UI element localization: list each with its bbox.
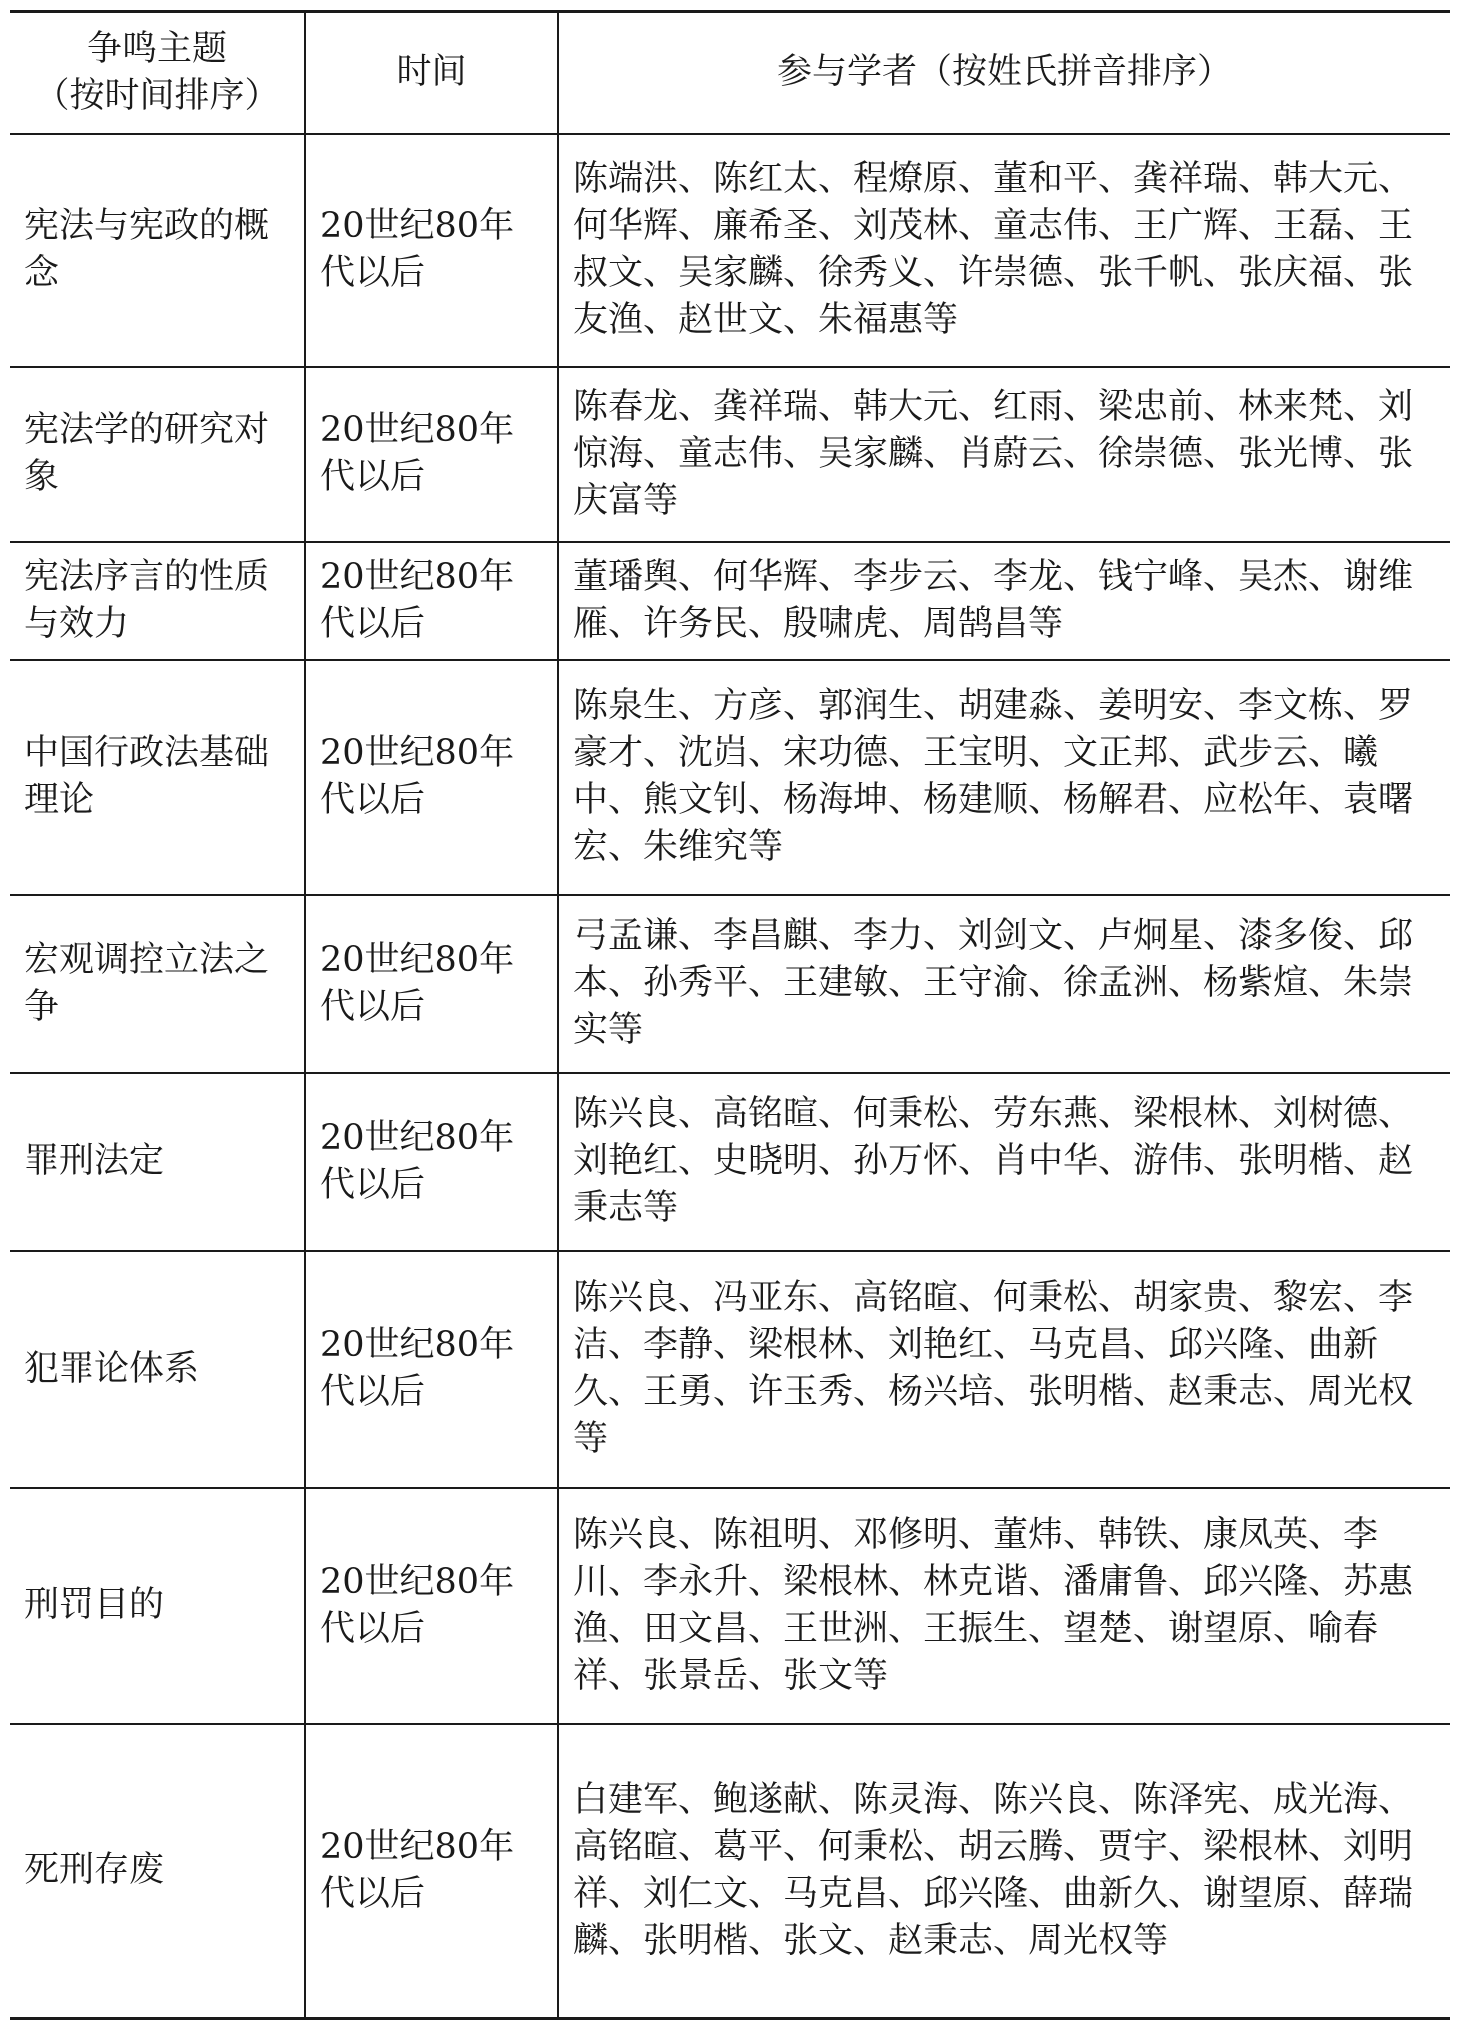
row-time: 20世纪80年代以后 [305,1073,558,1251]
row-time: 20世纪80年代以后 [305,895,558,1073]
row-topic: 宪法学的研究对象 [10,367,305,542]
table-row [10,895,1450,1073]
row-topic: 犯罪论体系 [10,1251,305,1488]
row-scholars: 白建军、鲍遂献、陈灵海、陈兴良、陈泽宪、成光海、高铭暄、葛平、何秉松、胡云腾、贾宇、梁根林、刘明祥、刘仁文、马克昌、邱兴隆、曲新久、谢望原、薛瑞麟、张明楷、张文、赵秉志、周光权等 [558,1724,1450,2019]
table-row [10,1724,1450,2019]
header-time: 时间 [305,12,558,134]
row-time: 20世纪80年代以后 [305,1488,558,1724]
row-time: 20世纪80年代以后 [305,367,558,542]
row-scholars: 董璠舆、何华辉、李步云、李龙、钱宁峰、吴杰、谢维雁、许务民、殷啸虎、周鹄昌等 [558,542,1450,660]
table-row [10,660,1450,895]
row-scholars: 陈兴良、冯亚东、高铭暄、何秉松、胡家贵、黎宏、李洁、李静、梁根林、刘艳红、马克昌、邱兴隆、曲新久、王勇、许玉秀、杨兴培、张明楷、赵秉志、周光权等 [558,1251,1450,1488]
row-topic: 宪法与宪政的概念 [10,134,305,367]
row-time: 20世纪80年代以后 [305,1724,558,2019]
table-header-row [10,12,1450,134]
row-scholars: 陈春龙、龚祥瑞、韩大元、红雨、梁忠前、林来梵、刘惊海、童志伟、吴家麟、肖蔚云、徐崇德、张光博、张庆富等 [558,367,1450,542]
row-scholars: 陈泉生、方彦、郭润生、胡建淼、姜明安、李文栋、罗豪才、沈岿、宋功德、王宝明、文正邦、武步云、曦中、熊文钊、杨海坤、杨建顺、杨解君、应松年、袁曙宏、朱维究等 [558,660,1450,895]
header-topic-line1: 争鸣主题 [86,28,227,69]
table-row [10,1251,1450,1488]
header-topic-line2: （按时间排序） [34,75,280,116]
row-topic: 死刑存废 [10,1724,305,2019]
row-time: 20世纪80年代以后 [305,542,558,660]
row-topic: 宪法序言的性质与效力 [10,542,305,660]
row-scholars: 陈兴良、高铭暄、何秉松、劳东燕、梁根林、刘树德、刘艳红、史晓明、孙万怀、肖中华、游伟、张明楷、赵秉志等 [558,1073,1450,1251]
table-row [10,542,1450,660]
scholarly-debates-table [10,10,1450,2020]
row-time: 20世纪80年代以后 [305,134,558,367]
header-scholars: 参与学者（按姓氏拼音排序） [558,12,1450,134]
row-topic: 刑罚目的 [10,1488,305,1724]
table-row [10,367,1450,542]
row-topic: 宏观调控立法之争 [10,895,305,1073]
row-topic: 罪刑法定 [10,1073,305,1251]
table-row [10,134,1450,367]
row-scholars: 弓孟谦、李昌麒、李力、刘剑文、卢炯星、漆多俊、邱本、孙秀平、王建敏、王守渝、徐孟洲、杨紫煊、朱崇实等 [558,895,1450,1073]
row-time: 20世纪80年代以后 [305,660,558,895]
table-row [10,1073,1450,1251]
row-scholars: 陈端洪、陈红太、程燎原、董和平、龚祥瑞、韩大元、何华辉、廉希圣、刘茂林、童志伟、王广辉、王磊、王叔文、吴家麟、徐秀义、许崇德、张千帆、张庆福、张友渔、赵世文、朱福惠等 [558,134,1450,367]
row-topic: 中国行政法基础理论 [10,660,305,895]
table-row [10,1488,1450,1724]
header-topic [10,12,305,134]
row-scholars: 陈兴良、陈祖明、邓修明、董炜、韩铁、康凤英、李川、李永升、梁根林、林克谐、潘庸鲁、邱兴隆、苏惠渔、田文昌、王世洲、王振生、望楚、谢望原、喻春祥、张景岳、张文等 [558,1488,1450,1724]
row-time: 20世纪80年代以后 [305,1251,558,1488]
